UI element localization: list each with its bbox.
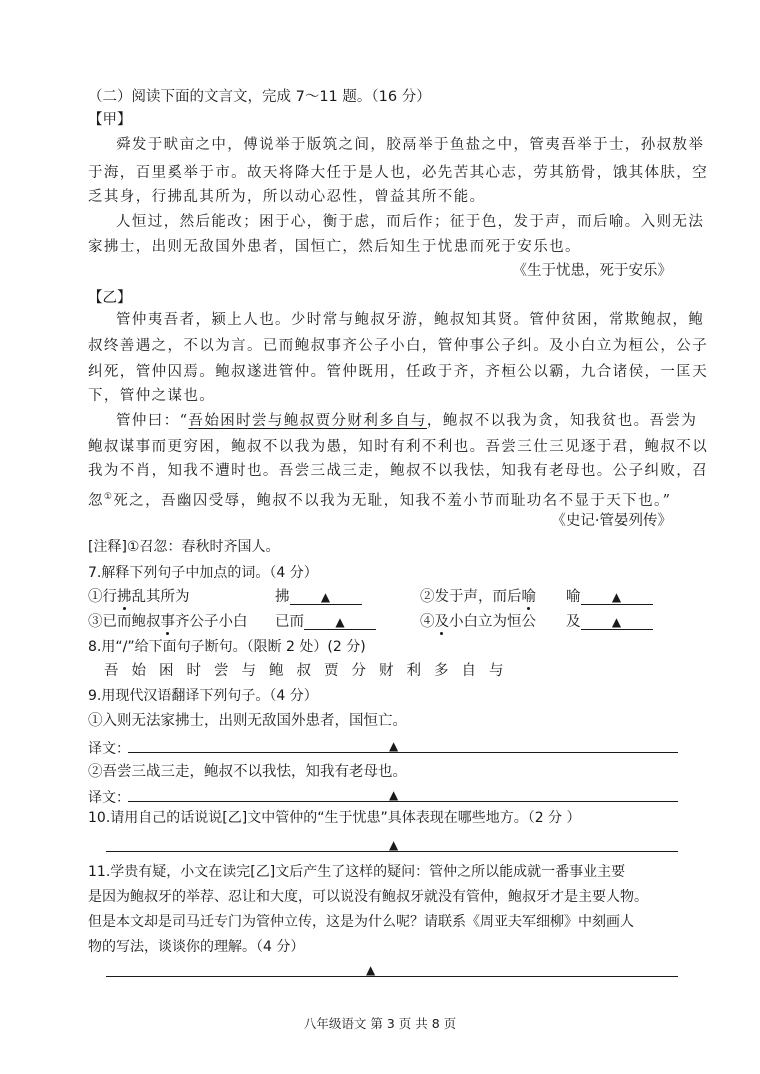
answer-blank[interactable]: ▲: [581, 590, 653, 605]
answer-line-q9-1[interactable]: [128, 752, 678, 753]
dotted-word: 拂: [117, 589, 132, 605]
q7-item2: ②发于声，而后喻: [420, 589, 536, 605]
yi-p1-line3: 纠死，管仲囚焉。鲍叔遂进管仲。管仲既用，任政于齐，齐桓公以霸，九合诸侯，一匡天: [88, 364, 709, 380]
q8-sentence[interactable]: 吾始困时尝与鲍叔贾分财利多自与: [104, 663, 517, 679]
triangle-marker: ▲: [389, 838, 399, 852]
zhaohu-start: 忽: [88, 492, 104, 509]
dotted-word: 事: [160, 614, 175, 630]
q7-answer1: 拂 ▲: [275, 587, 362, 607]
jia-p1-line3: 乏其身，行拂乱其所为，所以动心忍性，曾益其所不能。: [88, 189, 486, 205]
q7-item1: ①行拂乱其所为: [88, 589, 190, 605]
jia-p1-line1: 舜发于畎亩之中，傅说举于版筑之间，胶鬲举于鱼盐之中，管夷吾举于士，孙叔敖举: [116, 137, 705, 153]
yi-p2-line2: 鲍叔谋事而更穷困，鲍叔不以我为愚，知时有利不利也。吾尝三仕三见逐于君，鲍叔不以: [88, 439, 709, 455]
yi-p1-line1: 管仲夷吾者，颍上人也。少时常与鲍叔牙游，鲍叔知其贤。管仲贫困，常欺鲍叔，鲍: [116, 312, 705, 328]
q7-answer4: 及 ▲: [566, 612, 653, 632]
yi-p2-line1: [116, 411, 697, 431]
yi-p1-line4: 下，管仲之谋也。: [88, 388, 216, 404]
yi-p2-line4-rest: 死之，吾幽囚受辱，鲍叔不以我为无耻，知我不羞小节而耻功名不显于天下也。”: [113, 492, 672, 509]
q9-label1: 译文：: [88, 741, 130, 757]
q8-title: 8.用“/”给下面句子断句。（限断 2 处）(2 分): [88, 639, 366, 655]
dotted-word: 喻: [521, 589, 536, 605]
annotation-note: [注释]①召忽：春秋时齐国人。: [88, 539, 280, 555]
footnote-marker: ①: [103, 492, 114, 502]
jia-p2-line2: 家拂士，出则无敌国外患者，国恒亡，然后知生于忧患而死于安乐也。: [88, 239, 581, 255]
jia-p2-line1: 人恒过，然后能改；困于心，衡于虑，而后作；征于色，发于声，而后喻。入则无法: [116, 214, 705, 230]
q7-answer2: 喻 ▲: [566, 587, 653, 607]
page-footer: 八年级语文 第 3 页 共 8 页: [303, 1016, 457, 1031]
underlined-sentence: 吾始困时尝与鲍叔贾分财利多自与: [188, 413, 427, 429]
answer-line-q11[interactable]: [106, 976, 678, 977]
yi-p2-rest: ，鲍叔不以我为贪，知我贫也。吾尝为: [426, 413, 698, 429]
triangle-marker: ▲: [389, 739, 399, 753]
answer-line-q9-2[interactable]: [128, 801, 678, 802]
q9-title: 9.用现代汉语翻译下列句子。（4 分）: [88, 688, 318, 704]
yi-p1-line2: 叔终善遇之，不以为言。已而鲍叔事齐公子小白，管仲事公子纠。及小白立为桓公，公子: [88, 338, 709, 354]
jia-label: 【甲】: [88, 112, 132, 128]
q7-answer3: 已而 ▲: [275, 612, 376, 632]
yi-p2-prefix: 管仲曰：“: [116, 413, 189, 429]
q9-label2: 译文：: [88, 790, 130, 806]
yi-label: 【乙】: [88, 290, 132, 306]
q11-line1: 11.学贵有疑，小文在读完[乙]文后产生了这样的疑问：管仲之所以能成就一番事业主要: [88, 864, 626, 880]
q9-sentence1: ①入则无法家拂士，出则无敌国外患者，国恒亡。: [88, 713, 407, 729]
q7-item4: ④及小白立为恒公: [420, 614, 536, 630]
jia-p1-line2: 于海，百里奚举于市。故天将降大任于是人也，必先苦其心志，劳其筋骨，饿其体肤，空: [88, 165, 709, 181]
q11-line3: 但是本文却是司马迁专门为管仲立传，这是为什么呢？请联系《周亚夫军细柳》中刻画人: [88, 914, 634, 930]
section-heading: （二）阅读下面的文言文，完成 7～11 题。（16 分）: [88, 89, 431, 105]
answer-blank[interactable]: ▲: [304, 615, 376, 630]
triangle-marker: ▲: [366, 963, 376, 977]
q9-sentence2: ②吾尝三战三走，鲍叔不以我怯，知我有老母也。: [88, 764, 407, 780]
q10-title: 10.请用自己的话说说[乙]文中管仲的“生于忧患”具体表现在哪些地方。（2 分 ）: [88, 810, 581, 826]
yi-p2-line3: 我为不肖，知我不遭时也。吾尝三战三走，鲍叔不以我怯，知我有老母也。公子纠败，召: [88, 463, 709, 479]
yi-source: 《史记·管晏列传》: [551, 513, 672, 529]
triangle-marker: ▲: [389, 788, 399, 802]
q7-item3: ③已而鲍叔事齐公子小白: [88, 614, 248, 630]
dotted-word: 及: [434, 614, 449, 630]
answer-blank[interactable]: ▲: [290, 590, 362, 605]
q11-line4: 物的写法，谈谈你的理解。（4 分）: [88, 939, 305, 955]
q7-title: 7.解释下列句子中加点的词。（4 分）: [88, 565, 318, 581]
q11-line2: 是因为鲍叔牙的举荐、忍让和大度，可以说没有鲍叔牙就没有管仲，鲍叔牙才是主要人物。: [88, 889, 648, 905]
answer-blank[interactable]: ▲: [581, 615, 653, 630]
jia-source: 《生于忧患，死于安乐》: [512, 263, 672, 279]
yi-p2-line4: [88, 487, 671, 511]
